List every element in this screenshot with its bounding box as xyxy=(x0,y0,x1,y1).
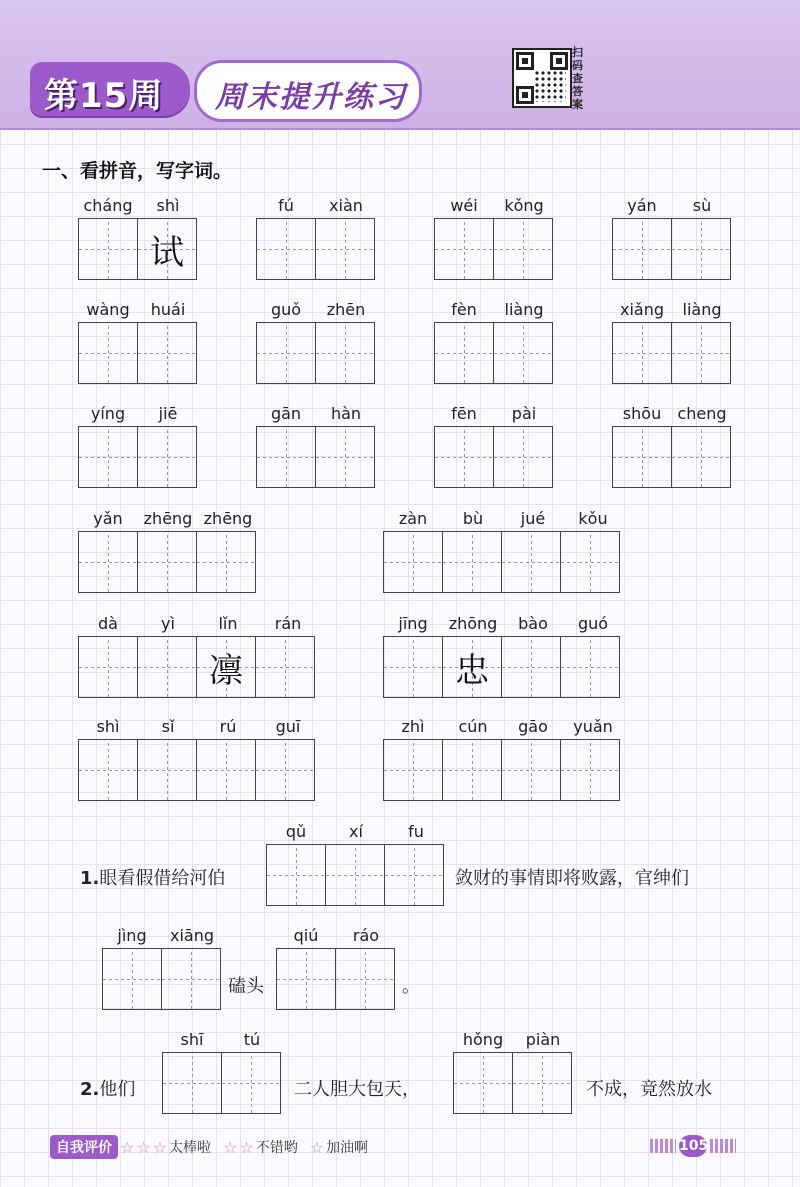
pinyin: fú xyxy=(278,196,294,215)
writing-box[interactable] xyxy=(494,219,552,279)
writing-box[interactable] xyxy=(103,949,162,1009)
pinyin: xiǎng xyxy=(619,300,664,319)
writing-grid xyxy=(434,322,553,384)
writing-box[interactable] xyxy=(384,637,443,697)
sentence-1-after: 敛财的事情即将败露，官绅们 xyxy=(455,868,689,889)
writing-box[interactable] xyxy=(316,427,374,487)
pinyin: jué xyxy=(520,509,546,528)
writing-box[interactable] xyxy=(79,532,138,592)
title-badge xyxy=(194,60,422,122)
pinyin: zàn xyxy=(398,509,428,528)
page-header xyxy=(0,0,800,130)
writing-box[interactable] xyxy=(257,219,316,279)
writing-box[interactable] xyxy=(163,1053,222,1113)
writing-box[interactable] xyxy=(138,637,197,697)
writing-box[interactable] xyxy=(222,1053,280,1113)
star-icon[interactable]: ☆ xyxy=(120,1137,135,1157)
writing-grid xyxy=(102,948,221,1010)
writing-box[interactable] xyxy=(435,219,494,279)
sentence-1-end: 。 xyxy=(402,976,420,997)
qr-label: 扫码查答案 xyxy=(572,46,583,111)
pinyin: zhì xyxy=(401,717,425,736)
pinyin: xiāng xyxy=(169,926,214,945)
pinyin: gān xyxy=(270,404,302,423)
pinyin: kǒu xyxy=(578,509,608,528)
pinyin: yǎn xyxy=(93,509,123,528)
writing-box[interactable] xyxy=(435,323,494,383)
writing-box[interactable] xyxy=(385,845,443,905)
writing-grid xyxy=(256,322,375,384)
writing-box[interactable] xyxy=(613,323,672,383)
writing-box[interactable] xyxy=(561,532,619,592)
writing-box[interactable] xyxy=(79,427,138,487)
writing-grid xyxy=(78,739,315,801)
pinyin: shì xyxy=(156,196,180,215)
writing-box[interactable]: 凛 xyxy=(197,637,256,697)
decor-pattern xyxy=(710,1139,736,1153)
pinyin: sù xyxy=(692,196,712,215)
writing-grid xyxy=(383,636,620,698)
pinyin: piàn xyxy=(525,1030,561,1049)
pinyin: cheng xyxy=(677,404,727,423)
eval-level-3: 加油啊 xyxy=(326,1140,369,1156)
writing-box[interactable] xyxy=(672,219,730,279)
pinyin: guó xyxy=(577,614,609,633)
self-evaluation xyxy=(50,1135,378,1159)
pinyin: xiàn xyxy=(329,196,363,215)
writing-box[interactable] xyxy=(138,427,196,487)
eval-level-1: 太棒啦 xyxy=(169,1140,212,1156)
writing-grid xyxy=(266,844,444,906)
pinyin: cún xyxy=(458,717,488,736)
decor-pattern xyxy=(650,1139,676,1153)
pinyin: yán xyxy=(627,196,657,215)
star-icon[interactable]: ☆ xyxy=(136,1137,151,1157)
writing-box[interactable]: 忠 xyxy=(443,637,502,697)
pinyin: guǒ xyxy=(270,300,302,319)
pinyin: huái xyxy=(150,300,186,319)
writing-grid xyxy=(78,636,315,698)
pinyin: zhēng xyxy=(203,509,253,528)
writing-box[interactable] xyxy=(494,427,552,487)
writing-grid xyxy=(383,739,620,801)
writing-box[interactable] xyxy=(79,637,138,697)
writing-box[interactable] xyxy=(513,1053,571,1113)
pinyin: fēn xyxy=(451,404,477,423)
qr-code-icon[interactable] xyxy=(512,48,572,108)
writing-box[interactable] xyxy=(138,323,196,383)
pinyin: shì xyxy=(96,717,120,736)
writing-grid xyxy=(78,218,197,280)
sentence-1-start: 1.眼看假借给河伯 xyxy=(80,868,226,889)
writing-box[interactable] xyxy=(257,323,316,383)
pinyin: qǔ xyxy=(285,822,307,841)
pinyin: dà xyxy=(98,614,118,633)
sentence-2-mid: 二人胆大包天， xyxy=(294,1079,420,1100)
writing-box[interactable] xyxy=(197,740,256,800)
writing-box[interactable] xyxy=(672,323,730,383)
pinyin: liàng xyxy=(682,300,722,319)
week-badge xyxy=(30,62,190,116)
page-number-value: 105 xyxy=(679,1135,707,1157)
page-title: 周末提升练习 xyxy=(215,80,407,115)
pinyin: hǒng xyxy=(462,1030,504,1049)
section-title: 一、看拼音，写字词。 xyxy=(42,160,233,182)
pinyin: jīng xyxy=(398,614,428,633)
writing-box[interactable] xyxy=(336,949,394,1009)
pinyin: sǐ xyxy=(161,717,175,736)
sentence-2-start: 2.他们 xyxy=(80,1079,136,1100)
pinyin: gāo xyxy=(518,717,548,736)
writing-box[interactable] xyxy=(502,532,561,592)
star-icon[interactable]: ☆ xyxy=(152,1137,168,1157)
writing-box[interactable] xyxy=(316,219,374,279)
writing-grid xyxy=(162,1052,281,1114)
writing-box[interactable] xyxy=(267,845,326,905)
pinyin: tú xyxy=(243,1030,261,1049)
writing-grid xyxy=(276,948,395,1010)
writing-grid xyxy=(612,426,731,488)
writing-box[interactable] xyxy=(326,845,385,905)
pinyin: ráo xyxy=(352,926,380,945)
pinyin: zhēn xyxy=(326,300,366,319)
writing-box[interactable] xyxy=(443,532,502,592)
pinyin: kǒng xyxy=(504,196,544,215)
writing-box[interactable] xyxy=(256,637,314,697)
writing-grid xyxy=(78,426,197,488)
pinyin: bào xyxy=(518,614,548,633)
writing-box[interactable] xyxy=(257,427,316,487)
sentence-1-mid: 磕头 xyxy=(228,976,264,997)
writing-box[interactable] xyxy=(197,532,255,592)
eval-label: 自我评价 xyxy=(50,1135,118,1159)
pinyin: xí xyxy=(349,822,363,841)
pinyin: shī xyxy=(180,1030,204,1049)
pinyin: shōu xyxy=(622,404,662,423)
pinyin: guī xyxy=(275,717,301,736)
writing-grid xyxy=(453,1052,572,1114)
writing-box[interactable] xyxy=(316,323,374,383)
writing-box[interactable] xyxy=(79,219,138,279)
writing-box[interactable]: 试 xyxy=(138,219,196,279)
pinyin: jiē xyxy=(158,404,178,423)
pinyin: pài xyxy=(511,404,537,423)
week-label: 第15周 xyxy=(44,76,164,116)
pinyin: cháng xyxy=(83,196,133,215)
writing-grid xyxy=(78,531,256,593)
pinyin: bù xyxy=(462,509,484,528)
writing-grid xyxy=(434,218,553,280)
writing-grid xyxy=(78,322,197,384)
writing-grid xyxy=(256,218,375,280)
writing-box[interactable] xyxy=(384,740,443,800)
pinyin: hàn xyxy=(330,404,362,423)
writing-box[interactable] xyxy=(561,637,619,697)
pinyin: jìng xyxy=(117,926,147,945)
pinyin: zhōng xyxy=(448,614,498,633)
writing-box[interactable] xyxy=(138,532,197,592)
writing-box[interactable] xyxy=(494,323,552,383)
pinyin: wéi xyxy=(450,196,478,215)
writing-box[interactable] xyxy=(435,427,494,487)
page-number xyxy=(650,1133,736,1159)
pinyin: yuǎn xyxy=(573,717,613,736)
writing-box[interactable] xyxy=(502,637,561,697)
pinyin: rán xyxy=(274,614,302,633)
eval-level-2: 不错哟 xyxy=(255,1140,298,1156)
writing-box[interactable] xyxy=(613,219,672,279)
sentence-2-after: 不成，竟然放水 xyxy=(586,1079,712,1100)
writing-box[interactable] xyxy=(454,1053,513,1113)
writing-box[interactable] xyxy=(79,323,138,383)
writing-box[interactable] xyxy=(162,949,220,1009)
writing-box[interactable] xyxy=(384,532,443,592)
writing-box[interactable] xyxy=(277,949,336,1009)
writing-grid xyxy=(612,322,731,384)
writing-box[interactable] xyxy=(502,740,561,800)
pinyin: fèn xyxy=(451,300,477,319)
writing-box[interactable] xyxy=(256,740,314,800)
writing-box[interactable] xyxy=(672,427,730,487)
star-icon[interactable]: ☆ xyxy=(223,1137,238,1157)
pinyin: yíng xyxy=(90,404,126,423)
writing-grid xyxy=(256,426,375,488)
writing-grid xyxy=(434,426,553,488)
writing-box[interactable] xyxy=(138,740,197,800)
pinyin: liàng xyxy=(504,300,544,319)
pinyin: lǐn xyxy=(218,614,238,633)
writing-grid xyxy=(383,531,620,593)
pinyin: zhēng xyxy=(143,509,193,528)
writing-box[interactable] xyxy=(79,740,138,800)
pinyin: qiú xyxy=(293,926,319,945)
writing-box[interactable] xyxy=(561,740,619,800)
star-icon[interactable]: ☆ xyxy=(239,1137,254,1157)
pinyin: yì xyxy=(161,614,175,633)
writing-box[interactable] xyxy=(613,427,672,487)
pinyin: rú xyxy=(219,717,237,736)
pinyin: wàng xyxy=(86,300,130,319)
pinyin: fu xyxy=(408,822,424,841)
star-icon[interactable]: ☆ xyxy=(309,1137,325,1157)
writing-box[interactable] xyxy=(443,740,502,800)
writing-grid xyxy=(612,218,731,280)
